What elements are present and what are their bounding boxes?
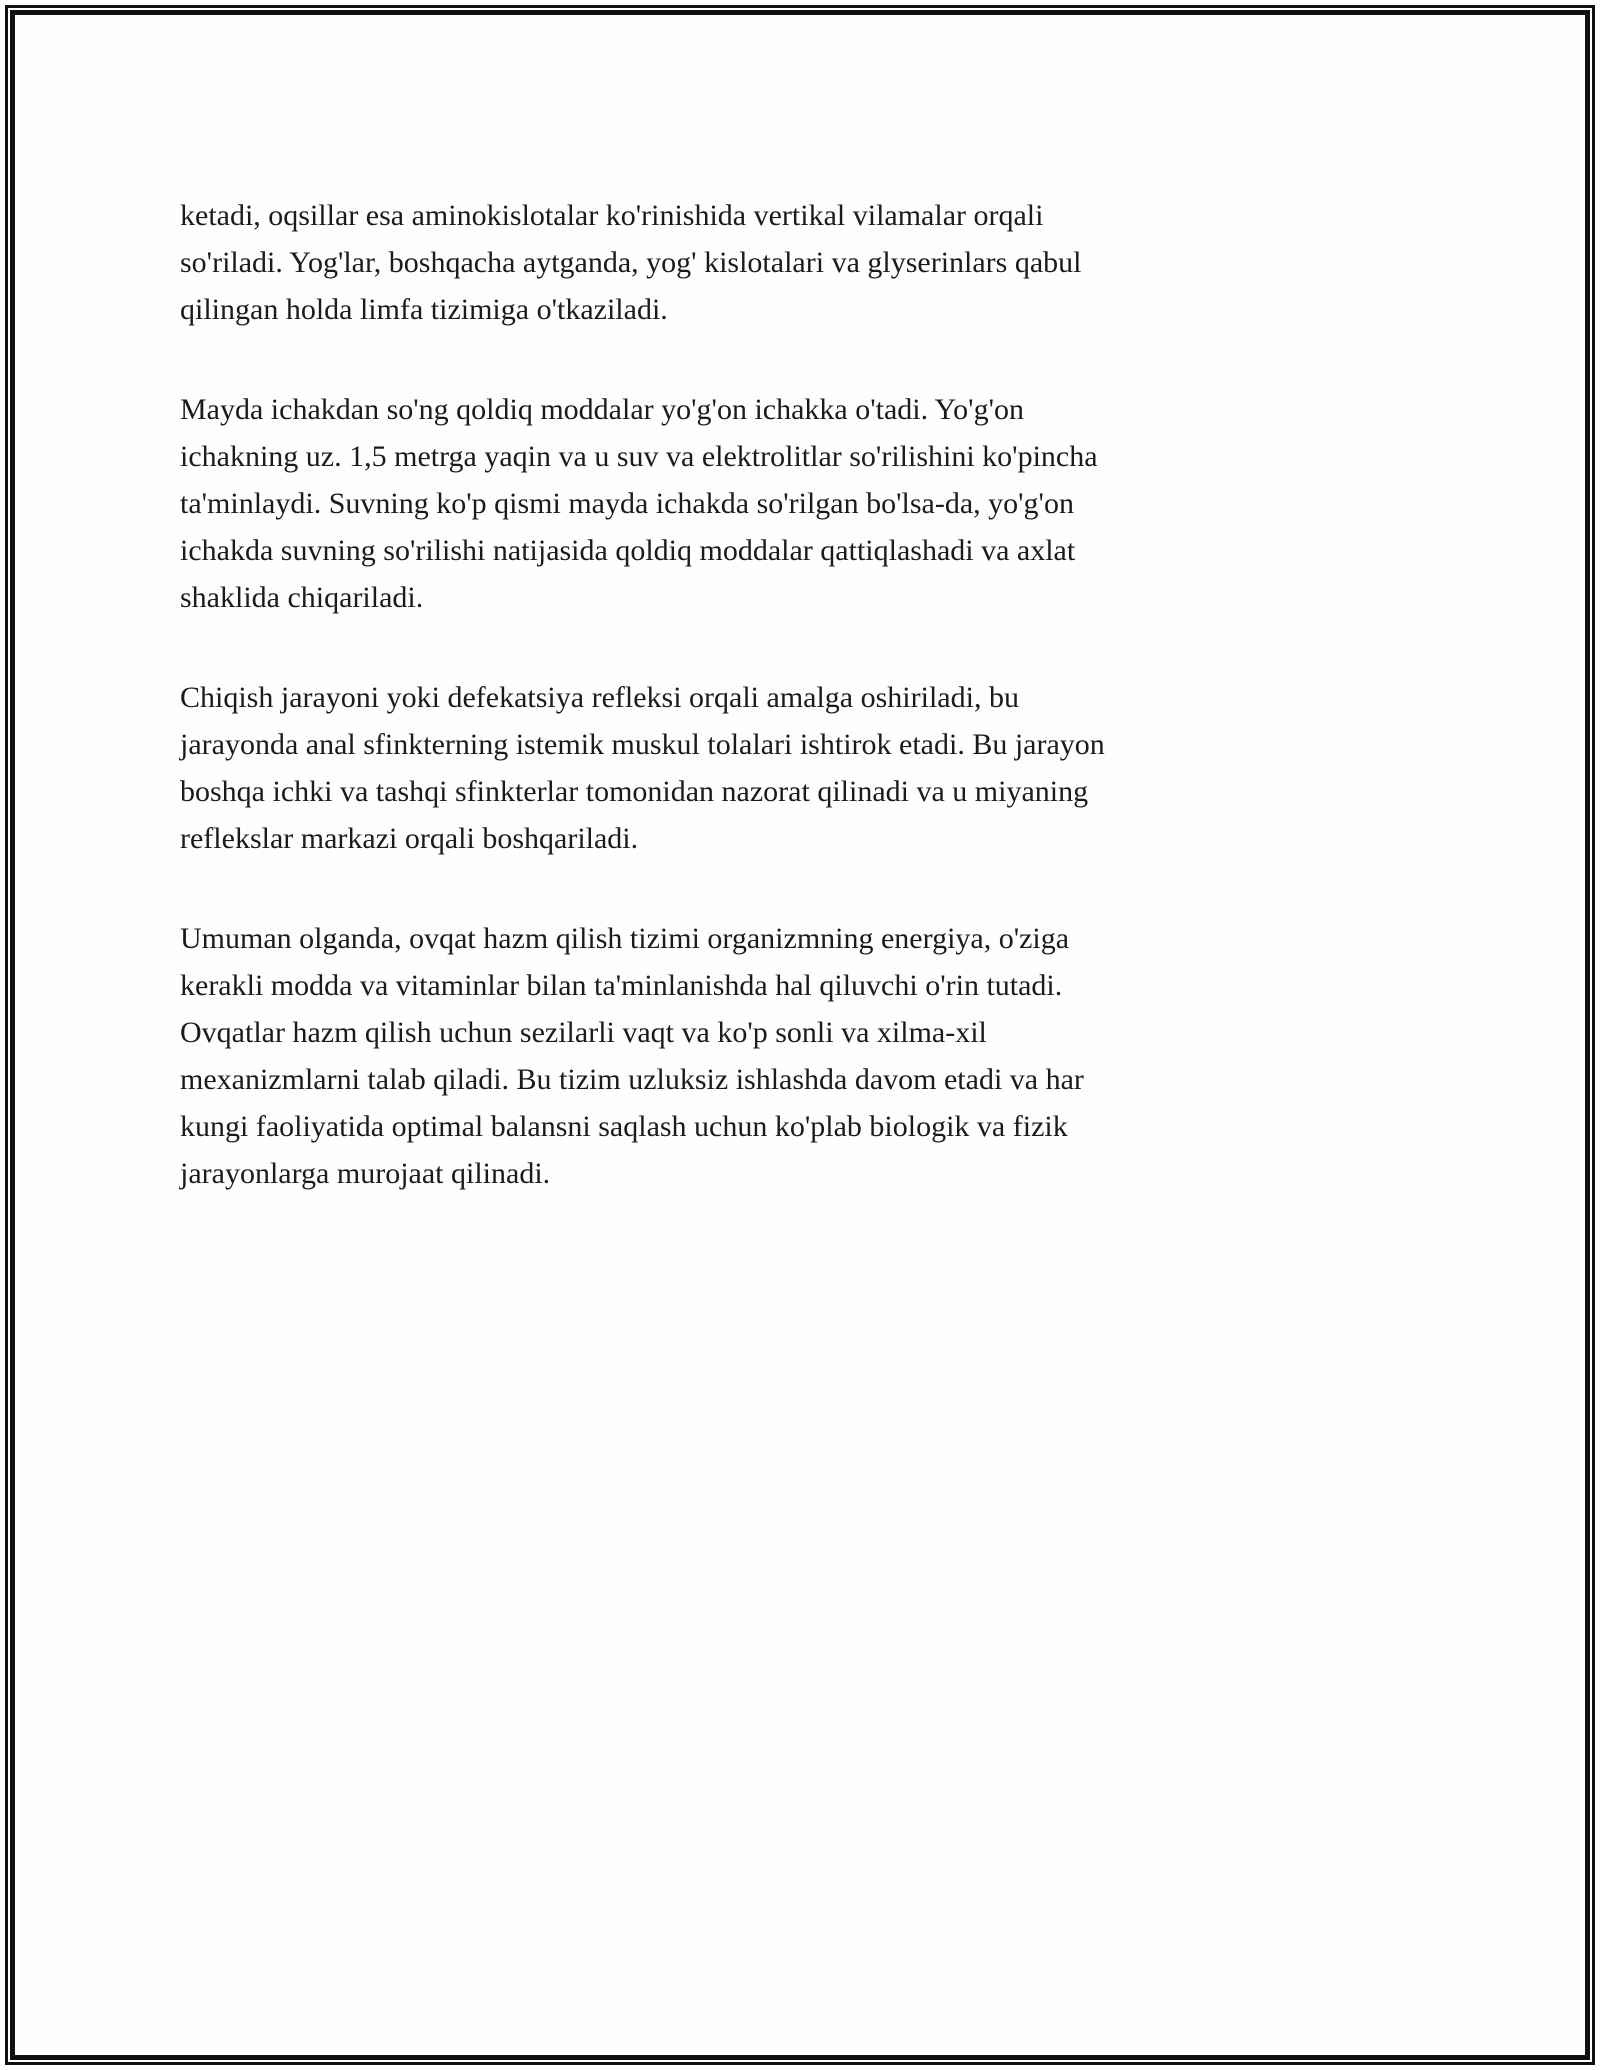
text-line: ichakda suvning so'rilishi natijasida qoldiq moddalar qattiqlashadi va axlat	[180, 534, 1076, 567]
text-line: reflekslar markazi orqali boshqariladi.	[180, 822, 639, 855]
text-line: boshqa ichki va tashqi sfinkterlar tomonidan nazorat qilinadi va u miyaning	[180, 775, 1089, 808]
text-line: kungi faoliyatida optimal balansni saqlash uchun ko'plab biologik va fizik	[180, 1110, 1068, 1143]
text-line: Umuman olganda, ovqat hazm qilish tizimi organizmning energiya, o'ziga	[180, 922, 1070, 955]
text-line: Chiqish jarayoni yoki defekatsiya refleksi orqali amalga oshiriladi, bu	[180, 681, 1019, 714]
paragraph-summary	[180, 915, 1485, 1197]
text-line: jarayonda anal sfinkterning istemik muskul tolalari ishtirok etadi. Bu jarayon	[180, 728, 1105, 761]
text-line: shaklida chiqariladi.	[180, 581, 424, 614]
paragraph-absorption	[180, 192, 1485, 333]
text-line: so'riladi. Yog'lar, boshqacha aytganda, yog' kislotalari va glyserinlars qabul	[180, 246, 1082, 279]
text-line: Mayda ichakdan so'ng qoldiq moddalar yo'g'on ichakka o'tadi. Yo'g'on	[180, 393, 1024, 426]
page-outer-border	[5, 5, 1595, 2065]
text-line: qilingan holda limfa tizimiga o'tkaziladi.	[180, 293, 668, 326]
text-line: jarayonlarga murojaat qilinadi.	[180, 1157, 551, 1190]
page-inner-border	[10, 10, 1590, 2060]
text-line: ichakning uz. 1,5 metrga yaqin va u suv va elektrolitlar so'rilishini ko'pincha	[180, 440, 1098, 473]
document-text-block	[15, 15, 1585, 1197]
text-line: kerakli modda va vitaminlar bilan ta'minlanishda hal qiluvchi o'rin tutadi.	[180, 969, 1063, 1002]
text-line: ketadi, oqsillar esa aminokislotalar ko'rinishida vertikal vilamalar orqali	[180, 199, 1044, 232]
paragraph-defecation	[180, 674, 1485, 862]
text-line: ta'minlaydi. Suvning ko'p qismi mayda ichakda so'rilgan bo'lsa-da, yo'g'on	[180, 487, 1074, 520]
text-line: Ovqatlar hazm qilish uchun sezilarli vaqt va ko'p sonli va xilma-xil	[180, 1016, 987, 1049]
text-line: mexanizmlarni talab qiladi. Bu tizim uzluksiz ishlashda davom etadi va har	[180, 1063, 1084, 1096]
paragraph-large-intestine	[180, 386, 1485, 621]
